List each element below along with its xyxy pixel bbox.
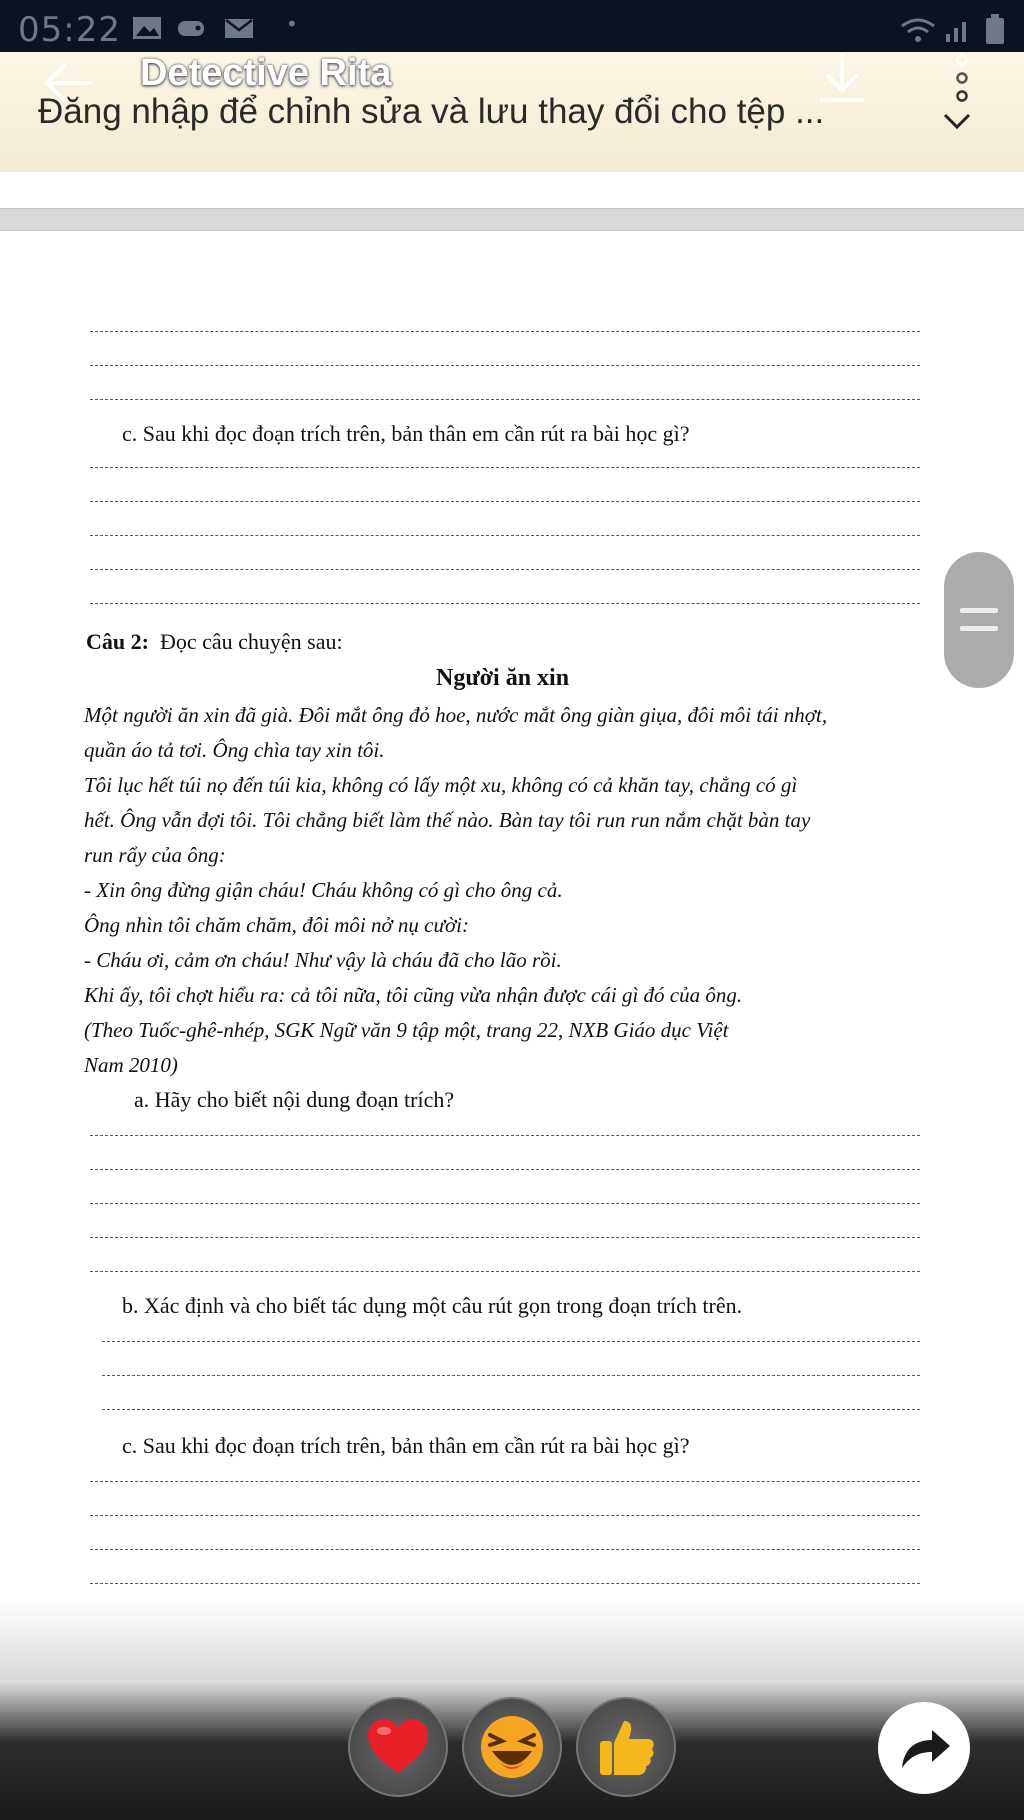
answer-line (90, 365, 920, 366)
login-to-edit-banner[interactable]: Đăng nhập để chỉnh sửa và lưu thay đổi cho tệp ... (38, 92, 825, 131)
question-2c: c. Sau khi đọc đoạn trích trên, bản thân em cần rút ra bài học gì? (122, 1433, 690, 1458)
answer-line (90, 1169, 920, 1170)
answer-line (90, 569, 920, 570)
download-icon[interactable] (812, 52, 872, 110)
like-reaction-button[interactable] (576, 1697, 676, 1797)
status-time: 05:22 (18, 10, 121, 50)
question-1c: c. Sau khi đọc đoạn trích trên, bản thân em cần rút ra bài học gì? (122, 421, 690, 446)
bottom-fade (0, 1600, 1024, 1680)
battery-icon (984, 14, 1006, 46)
question-2-label: Câu 2: (86, 629, 149, 654)
story-line: - Cháu ơi, cảm ơn cháu! Như vậy là cháu đã cho lão rồi. (84, 948, 562, 972)
answer-line (90, 331, 920, 332)
answer-line (90, 467, 920, 468)
gamepad-icon (176, 16, 206, 40)
answer-line (102, 1409, 920, 1410)
answer-line (90, 1135, 920, 1136)
mail-icon (224, 16, 254, 40)
story-title: Người ăn xin (436, 665, 570, 691)
scroll-handle-grip (960, 608, 998, 613)
dot-icon: • (286, 12, 298, 36)
share-arrow-icon (878, 1702, 970, 1794)
app-header (0, 52, 1024, 173)
answer-line (90, 1203, 920, 1204)
story-line: quần áo tả tơi. Ông chìa tay xin tôi. (84, 738, 385, 762)
document-title: Detective Rita (140, 52, 392, 94)
more-options-icon[interactable] (948, 52, 976, 106)
previous-page-edge (0, 172, 1024, 209)
answer-line (90, 1481, 920, 1482)
chevron-down-icon[interactable] (940, 104, 974, 138)
question-2b: b. Xác định và cho biết tác dụng một câu rút gọn trong đoạn trích trên. (122, 1293, 743, 1318)
answer-line (90, 1549, 920, 1550)
haha-reaction-button[interactable] (462, 1697, 562, 1797)
scroll-handle-grip (960, 626, 998, 631)
question-2-heading (86, 629, 343, 655)
story-line: Ông nhìn tôi chăm chăm, đôi môi nở nụ cười: (84, 913, 469, 937)
story-line: Khi ấy, tôi chợt hiểu ra: cả tôi nữa, tôi cũng vừa nhận được cái gì đó của ông. (84, 983, 743, 1007)
question-2a: a. Hãy cho biết nội dung đoạn trích? (134, 1087, 455, 1112)
answer-line (90, 535, 920, 536)
heart-icon (364, 1713, 432, 1781)
answer-line (90, 501, 920, 502)
story-line: hết. Ông vẫn đợi tôi. Tôi chẳng biết làm thế nào. Bàn tay tôi run run nắm chặt bàn tay (84, 808, 811, 832)
share-button[interactable] (878, 1702, 970, 1794)
wifi-icon (898, 16, 938, 44)
story-line: - Xin ông đừng giận cháu! Cháu không có gì cho ông cả. (84, 878, 563, 902)
answer-line (90, 603, 920, 604)
answer-line (90, 1583, 920, 1584)
thumbs-up-icon (592, 1713, 660, 1781)
signal-icon (944, 16, 974, 44)
scroll-handle[interactable] (944, 552, 1014, 688)
story-line: Tôi lục hết túi nọ đến túi kia, không có lấy một xu, không có cả khăn tay, chẳng có gì (84, 773, 798, 797)
answer-line (90, 399, 920, 400)
document-page[interactable] (0, 230, 1024, 1681)
story-line: Một người ăn xin đã già. Đôi mắt ông đỏ hoe, nước mắt ông giàn giụa, đôi môi tái nhợt, (84, 703, 828, 727)
answer-line (102, 1375, 920, 1376)
story-source: (Theo Tuốc-ghê-nhép, SGK Ngữ văn 9 tập một, trang 22, NXB Giáo dục Việt (84, 1018, 729, 1042)
laughing-face-icon (478, 1713, 546, 1781)
answer-line (90, 1237, 920, 1238)
answer-line (102, 1341, 920, 1342)
answer-line (90, 1515, 920, 1516)
question-2-text: Đọc câu chuyện sau: (159, 629, 343, 654)
story-source: Nam 2010) (84, 1053, 178, 1077)
heart-reaction-button[interactable] (348, 1697, 448, 1797)
status-bar (0, 0, 1024, 60)
answer-line (90, 1271, 920, 1272)
image-icon (132, 16, 162, 40)
story-line: run rẩy của ông: (84, 843, 226, 867)
